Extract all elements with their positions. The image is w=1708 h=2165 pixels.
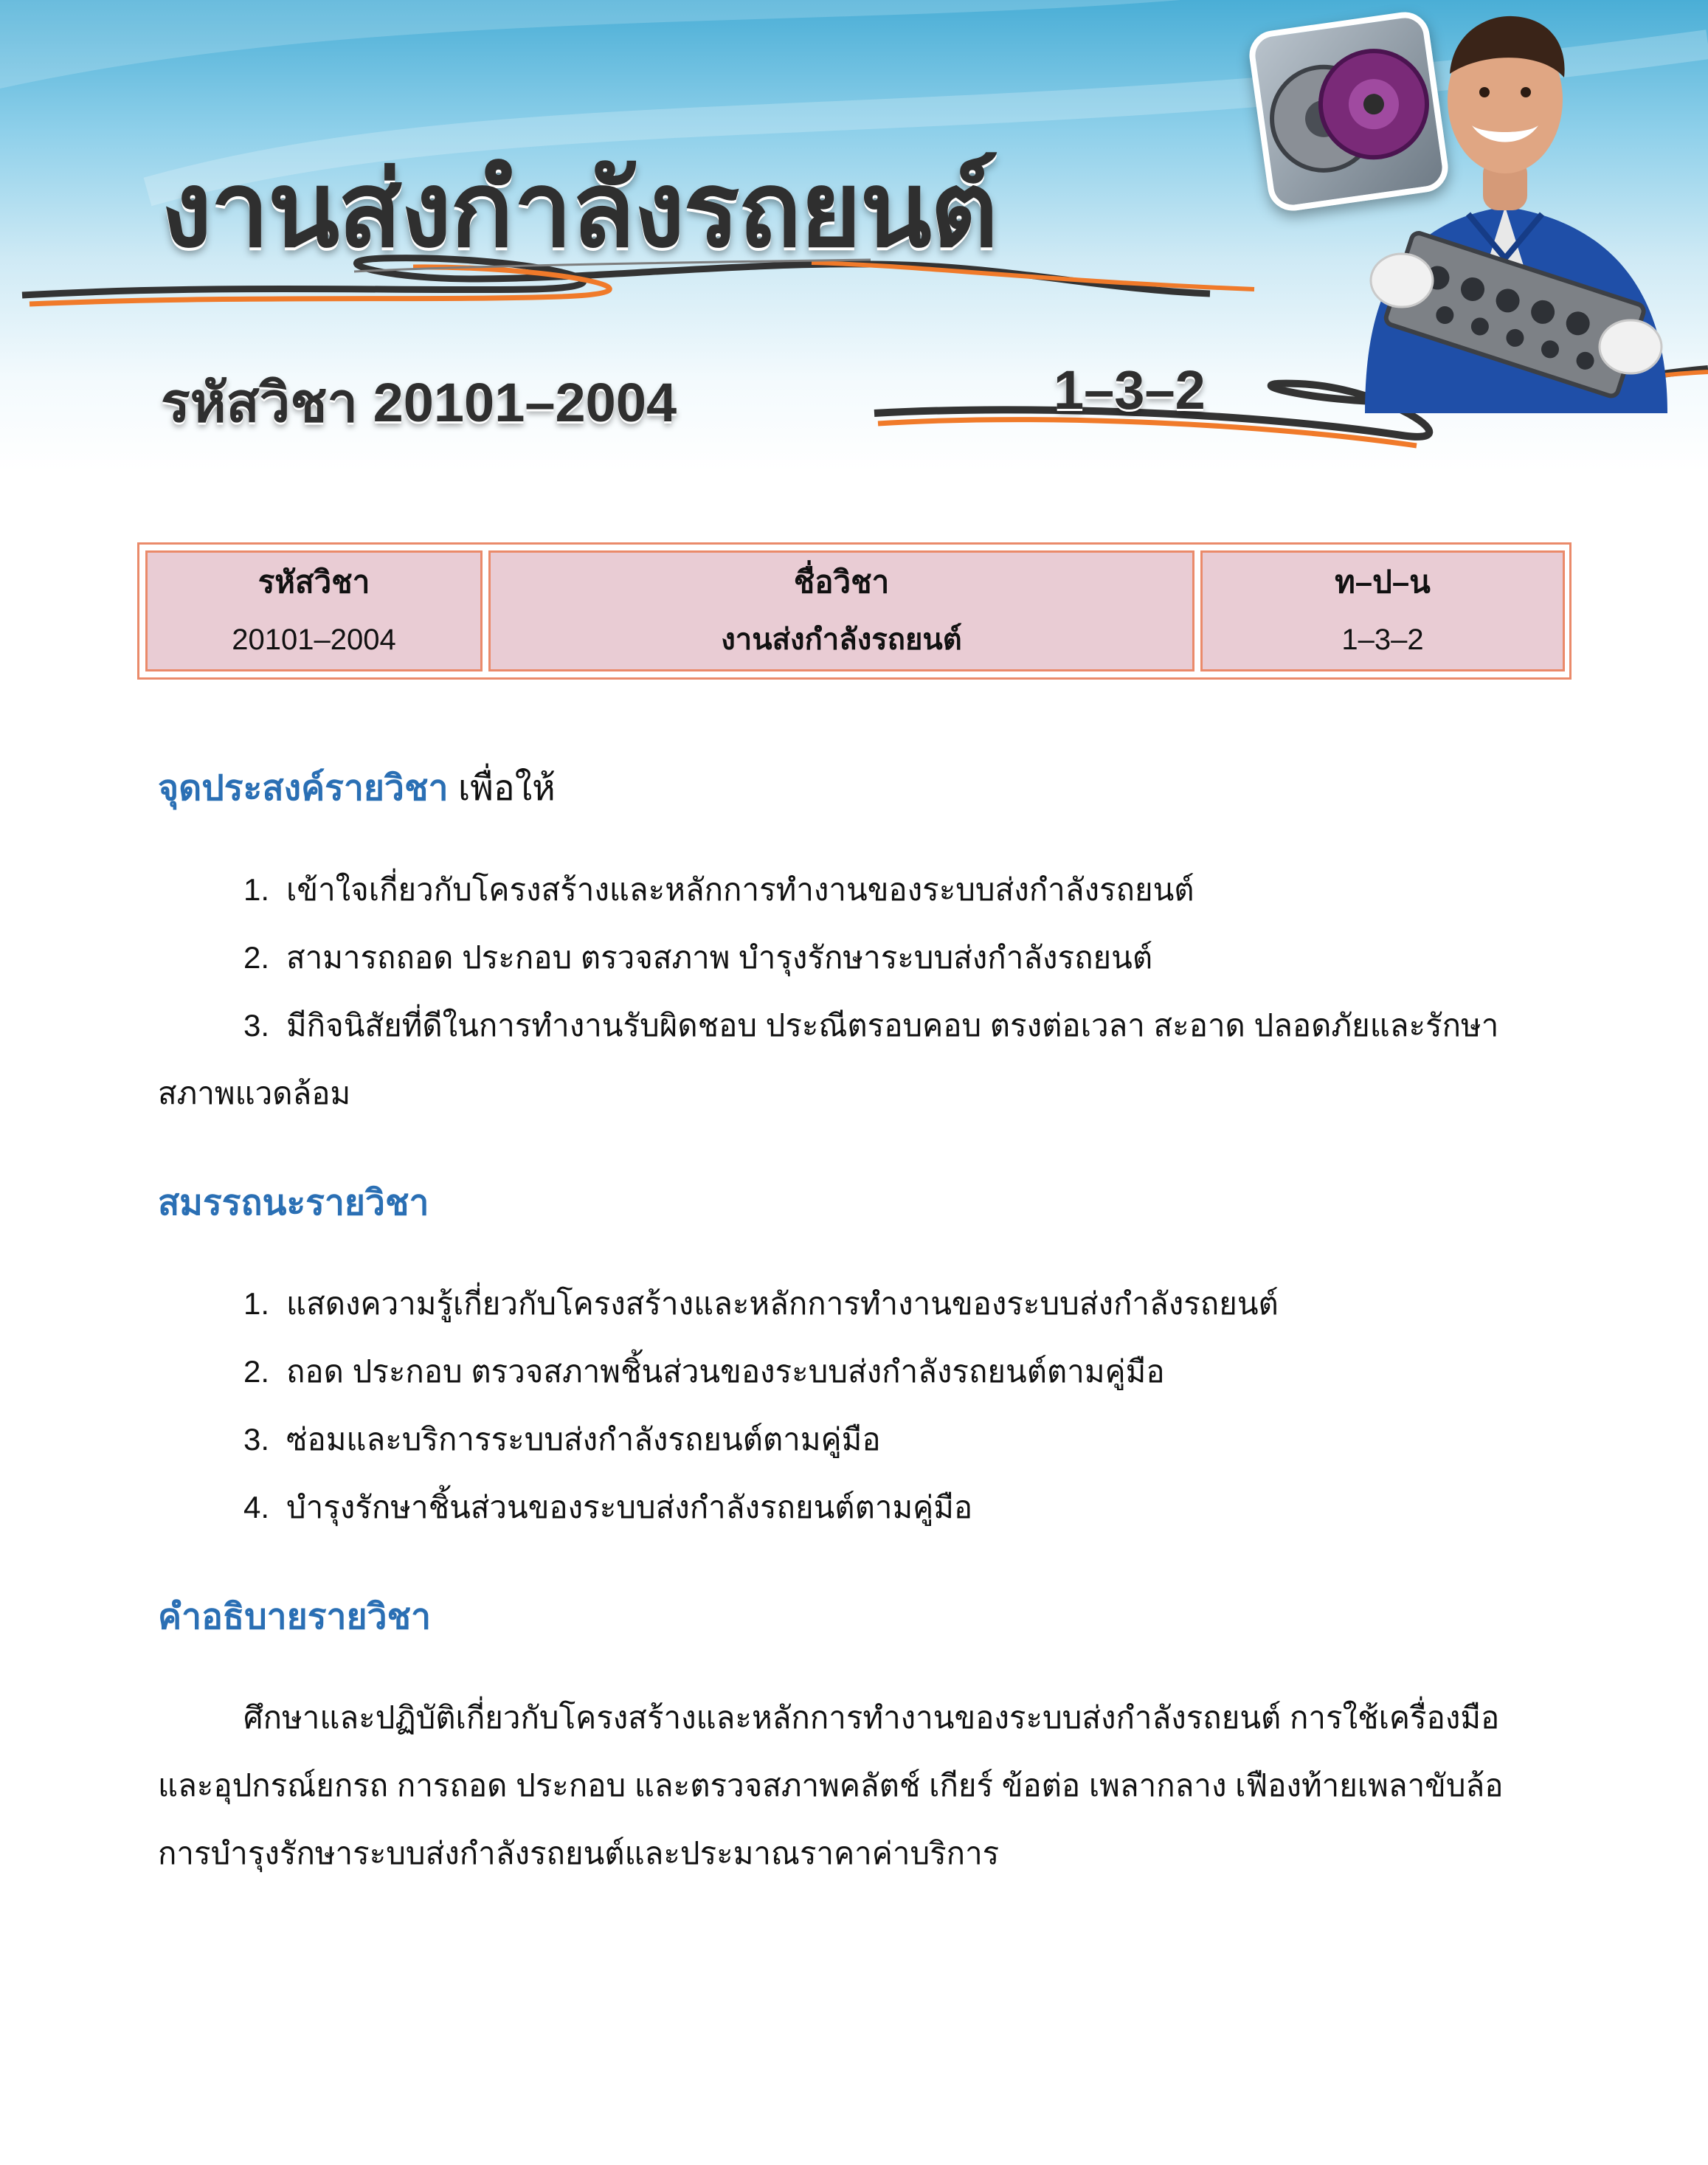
objectives-heading xyxy=(158,760,556,816)
competency-text: บำรุงรักษาชิ้นส่วนของระบบส่งกำลังรถยนต์ตามคู่มือ xyxy=(286,1490,973,1525)
objective-item xyxy=(158,1004,1551,1048)
description-line: การบำรุงรักษาระบบส่งกำลังรถยนต์และประมาณราคาค่าบริการ xyxy=(158,1836,1000,1871)
competency-number: 1. xyxy=(243,1286,270,1321)
course-code-value: 20101–2004 xyxy=(232,624,396,656)
course-name-header: ชื่อวิชา xyxy=(793,564,890,599)
description-line xyxy=(158,1764,1551,1808)
competency-number: 4. xyxy=(243,1490,270,1525)
objective-continuation: สภาพแวดล้อม xyxy=(158,1076,351,1111)
objectives-heading-suffix: เพื่อให้ xyxy=(457,769,556,808)
description-text: และอุปกรณ์ยกรถ การถอด ประกอบ และตรวจสภาพคลัตช์ เกียร์ ข้อต่อ เพลากลาง เฟืองท้ายเพลาขับล้อ xyxy=(158,1768,1504,1803)
course-name-value: งานส่งกำลังรถยนต์ xyxy=(721,624,962,656)
objective-number: 3. xyxy=(243,1008,270,1043)
competency-text: ซ่อมและบริการระบบส่งกำลังรถยนต์ตามคู่มือ xyxy=(286,1422,881,1457)
course-code-cell xyxy=(145,550,483,671)
objective-text: สามารถถอด ประกอบ ตรวจสภาพ บำรุงรักษาระบบส่งกำลังรถยนต์ xyxy=(286,940,1153,975)
mechanic-photo xyxy=(1321,0,1708,413)
competency-number: 2. xyxy=(243,1354,270,1389)
course-code-header: รหัสวิชา xyxy=(257,564,370,599)
course-code-heading: รหัสวิชา 20101–2004 xyxy=(161,372,677,433)
objective-text: มีกิจนิสัยที่ดีในการทำงานรับผิดชอบ ประณีตรอบคอบ ตรงต่อเวลา สะอาด ปลอดภัยและรักษา xyxy=(286,1008,1499,1043)
tpn-cell xyxy=(1200,550,1565,671)
course-name-cell xyxy=(488,550,1194,671)
header-banner xyxy=(0,0,1708,472)
competency-item xyxy=(243,1418,881,1462)
description-heading: คำอธิบายรายวิชา xyxy=(158,1598,432,1637)
competency-text: ถอด ประกอบ ตรวจสภาพชิ้นส่วนของระบบส่งกำลังรถยนต์ตามคู่มือ xyxy=(286,1354,1165,1389)
competency-number: 3. xyxy=(243,1422,270,1457)
competencies-heading: สมรรถนะรายวิชา xyxy=(158,1184,429,1223)
tpn-heading: 1–3–2 xyxy=(1054,359,1206,421)
tpn-value: 1–3–2 xyxy=(1341,624,1424,656)
competency-text: แสดงความรู้เกี่ยวกับโครงสร้างและหลักการทำงานของระบบส่งกำลังรถยนต์ xyxy=(286,1286,1279,1321)
tpn-header: ท–ป–น xyxy=(1335,564,1431,599)
objective-number: 2. xyxy=(243,940,270,975)
objective-item xyxy=(243,936,1152,980)
objective-number: 1. xyxy=(243,872,270,907)
objective-item xyxy=(243,868,1194,912)
competency-item xyxy=(243,1485,972,1530)
page-title: งานส่งกำลังรถยนต์ xyxy=(161,151,997,269)
description-line xyxy=(158,1696,1551,1740)
competency-item xyxy=(243,1282,1279,1326)
competency-item xyxy=(243,1350,1165,1394)
description-text: ศึกษาและปฏิบัติเกี่ยวกับโครงสร้างและหลักการทำงานของระบบส่งกำลังรถยนต์ การใช้เครื่องมือ xyxy=(243,1700,1500,1735)
objectives-heading-text: จุดประสงค์รายวิชา xyxy=(158,769,449,808)
course-info-table xyxy=(137,542,1572,680)
objective-text: เข้าใจเกี่ยวกับโครงสร้างและหลักการทำงานของระบบส่งกำลังรถยนต์ xyxy=(286,872,1194,907)
